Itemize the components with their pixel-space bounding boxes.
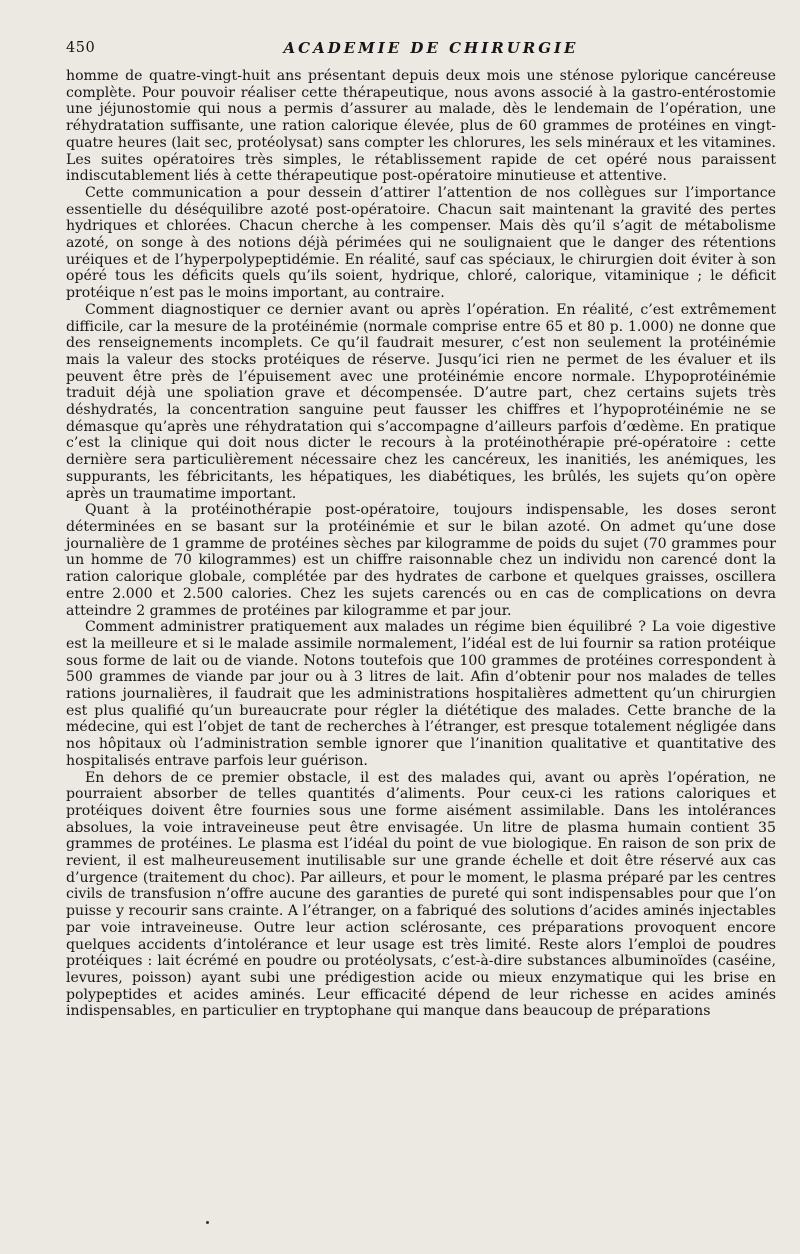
body-text (66, 68, 776, 1020)
print-speck (206, 1221, 209, 1224)
paragraph-1: homme de quatre-vingt-huit ans présentant depuis deux mois une sténose pylorique cancéreuse complète. Pour pouvoir réaliser cette thérapeutique, nous avons associé à la gastro-entérostomie une jéjunostomie qui nous a permis d’assurer au malade, dès le lendemain de l’opération, une réhydratation suffisante, une ration calorique élevée, plus de 60 grammes de protéines en vingt-quatre heures (lait sec, protéolysat) sans compter les chlorures, les sels minéraux et les vitamines. Les suites opératoires très simples, le rétablissement rapide de cet opéré nous paraissent indiscutablement liés à cette thérapeutique post-opératoire minutieuse et attentive. (66, 68, 776, 185)
paragraph-6: En dehors de ce premier obstacle, il est des malades qui, avant ou après l’opération, ne pourraient absorber de telles quantités d’aliments. Pour ceux-ci les rations caloriques et protéiques doivent être fournies sous une forme aisément assimilable. Dans les intolérances absolues, la voie intraveineuse peut être envisagée. Un litre de plasma humain contient 35 grammes de protéines. Le plasma est l’idéal du point de vue biologique. En raison de son prix de revient, il est malheureusement inutilisable sur une grande échelle et doit être réservé aux cas d’urgence (traitement du choc). Par ailleurs, et pour le moment, le plasma préparé par les centres civils de transfusion n’offre aucune des garanties de pureté qui sont indispensables pour que l’on puisse y recourir sans crainte. A l’étranger, on a fabriqué des solutions d’acides aminés injectables par voie intraveineuse. Outre leur action sclérosante, ces préparations provoquent encore quelques accidents d’intolérance et leur usage est très limité. Reste alors l’emploi de poudres protéiques : lait écrémé en poudre ou protéolysats, c’est-à-dire substances albuminoïdes (caséine, levures, poisson) ayant subi une prédigestion acide ou mieux enzymatique qui les brise en polypeptides et acides aminés. Leur efficacité dépend de leur richesse en acides aminés indispensables, en particulier en tryptophane qui manque dans beaucoup de préparations (66, 769, 776, 1020)
page-number: 450 (66, 40, 96, 56)
paragraph-5: Comment administrer pratiquement aux malades un régime bien équilibré ? La voie digestive est la meilleure et si le malade assimile normalement, l’idéal est de lui fournir sa ration protéique sous forme de lait ou de viande. Notons toutefois que 100 grammes de protéines correspondent à 500 grammes de viande par jour ou à 3 litres de lait. Afin d’obtenir pour nos malades de telles rations journalières, il faudrait que les administrations hospitalières admettent qu’un chirurgien est plus qualifié qu’un bureaucrate pour régler la diététique des malades. Cette branche de la médecine, qui est l’objet de tant de recherches à l’étranger, est presque totalement négligée dans nos hôpitaux où l’administration semble ignorer que l’inanition qualitative et quantitative des hospitalisés entrave parfois leur guérison. (66, 619, 776, 769)
page-header (66, 38, 776, 68)
paragraph-3: Comment diagnostiquer ce dernier avant ou après l’opération. En réalité, c’est extrêmement difficile, car la mesure de la protéinémie (normale comprise entre 65 et 80 p. 1.000) ne donne que des renseignements incomplets. Ce qu’il faudrait mesurer, c’est non seulement la protéinémie mais la valeur des stocks protéiques de réserve. Jusqu’ici rien ne permet de les évaluer et ils peuvent être près de l’épuisement avec une protéinémie encore normale. L’hypoprotéinémie traduit déjà une spoliation grave et décompensée. D’autre part, chez certains sujets très déshydratés, la concentration sanguine peut fausser les chiffres et l’hypoprotéinémie ne se démasque qu’après une réhydratation qui s’accompagne d’ailleurs parfois d’œdème. En pratique c’est la clinique qui doit nous dicter le recours à la protéinothérapie pré-opératoire : cette dernière sera particulièrement nécessaire chez les cancéreux, les inanitiés, les anémiques, les suppurants, les fébricitants, les hépatiques, les diabétiques, les brûlés, les sujets qu’on opère après un traumatime important. (66, 301, 776, 502)
running-title: ACADEMIE DE CHIRURGIE (283, 39, 579, 57)
paragraph-4: Quant à la protéinothérapie post-opératoire, toujours indispensable, les doses seront déterminées en se basant sur la protéinémie et sur le bilan azoté. On admet qu’une dose journalière de 1 gramme de protéines sèches par kilogramme de poids du sujet (70 grammes pour un homme de 70 kilogrammes) est un chiffre raisonnable chez un individu non carencé dont la ration calorique globale, complétée par des hydrates de carbone et quelques graisses, oscillera entre 2.000 et 2.500 calories. Chez les sujets carencés ou en cas de complications on devra atteindre 2 grammes de protéines par kilogramme et par jour. (66, 502, 776, 619)
paragraph-2: Cette communication a pour dessein d’attirer l’attention de nos collègues sur l’importance essentielle du déséquilibre azoté post-opératoire. Chacun sait maintenant la gravité des pertes hydriques et chlorées. Chacun cherche à les compenser. Mais dès qu’il s’agit de métabolisme azoté, on songe à des notions déjà périmées qui ne soulignaient que le danger des rétentions uréiques et de l’hyperpolypeptidémie. En réalité, sauf cas spéciaux, le chirurgien doit éviter à son opéré tous les déficits quels qu’ils soient, hydrique, chloré, calorique, vitaminique ; le déficit protéique n’est pas le moins important, au contraire. (66, 184, 776, 302)
